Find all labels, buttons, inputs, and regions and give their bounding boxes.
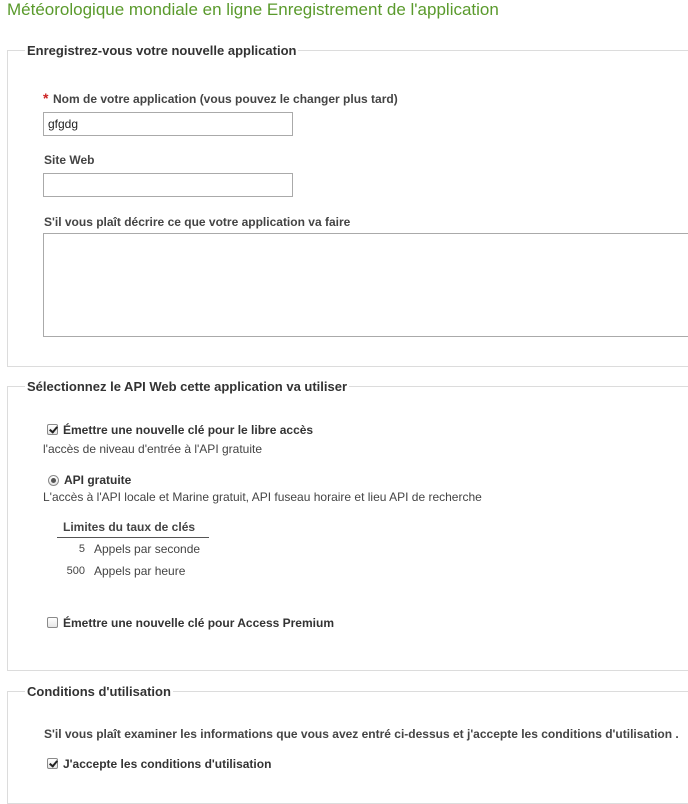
limit-label: Appels par heure: [94, 564, 186, 578]
app-name-label: Nom de votre application (vous pouvez le changer plus tard): [53, 92, 398, 106]
free-key-label[interactable]: Émettre une nouvelle clé pour le libre accès: [63, 423, 314, 437]
premium-key-label[interactable]: Émettre une nouvelle clé pour Access Premium: [63, 616, 334, 630]
free-api-description: L'accès à l'API locale et Marine gratuit, API fuseau horaire et lieu API de recherche: [43, 490, 482, 504]
premium-key-checkbox[interactable]: [47, 617, 58, 628]
limit-value: 5: [78, 543, 85, 555]
terms-instructions: S'il vous plaît examiner les informations que vous avez entré ci-dessus et j'accepte les conditions d'utilisation .: [44, 727, 679, 741]
free-api-label[interactable]: API gratuite: [64, 473, 132, 487]
limit-label: Appels par seconde: [94, 542, 201, 556]
page-title: Météorologique mondiale en ligne Enregistrement de l'application: [7, 0, 499, 19]
terms-legend: Conditions d'utilisation: [27, 684, 171, 699]
free-key-description: l'accès de niveau d'entrée à l'API gratuite: [43, 442, 263, 456]
rate-limits-header: Limites du taux de clés: [57, 520, 209, 538]
website-input[interactable]: [43, 173, 293, 197]
website-label: Site Web: [44, 153, 95, 167]
accept-terms-label[interactable]: J'accepte les conditions d'utilisation: [63, 757, 272, 771]
description-textarea[interactable]: [43, 233, 688, 337]
required-marker: *: [43, 90, 49, 106]
description-label: S'il vous plaît décrire ce que votre application va faire: [44, 215, 351, 229]
register-legend: Enregistrez-vous votre nouvelle application: [27, 43, 297, 58]
app-name-input[interactable]: [43, 112, 293, 136]
terms-fieldset: [7, 684, 688, 804]
free-key-checkbox[interactable]: [47, 424, 58, 435]
api-legend: Sélectionnez le API Web cette application va utiliser: [27, 379, 348, 394]
free-api-radio[interactable]: [48, 475, 59, 486]
accept-terms-checkbox[interactable]: [47, 758, 58, 769]
limit-value: 500: [66, 565, 85, 577]
